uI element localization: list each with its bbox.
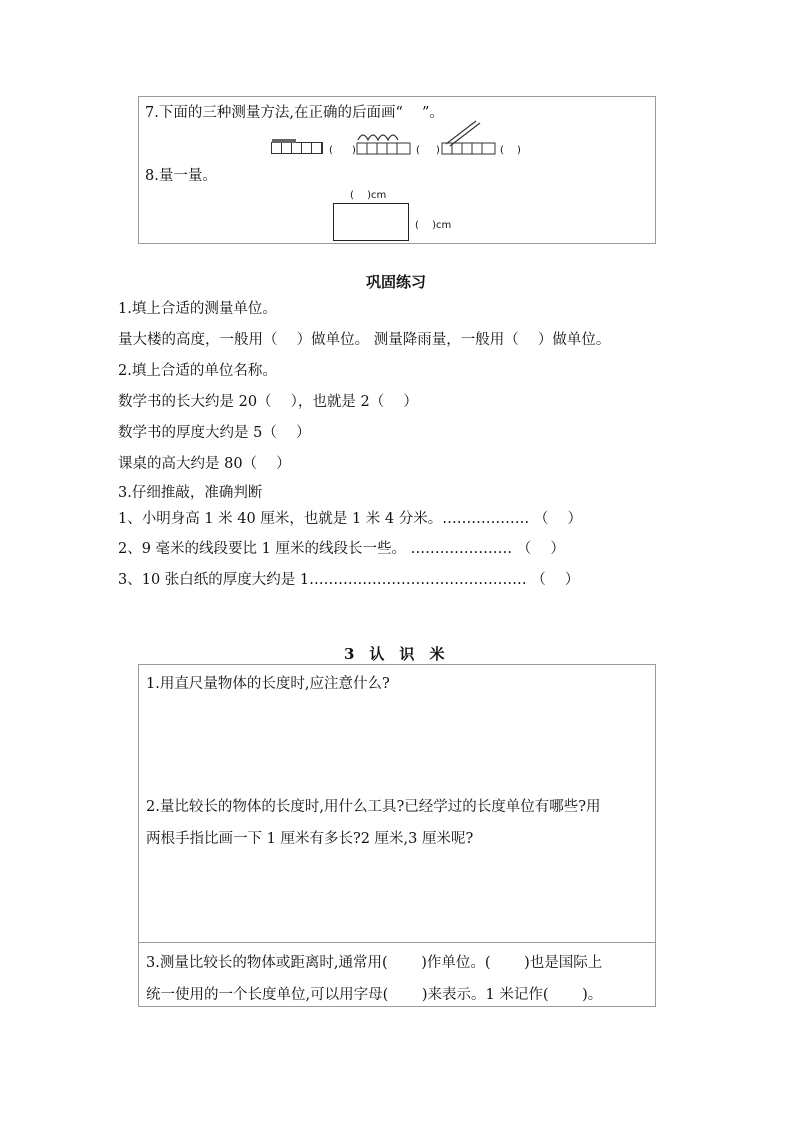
practice-line: 3、10 张白纸的厚度大约是 1……………………………………… （ ） [118,572,580,588]
answer-paren-open-2: ( [416,145,420,156]
section-title-meter: 3 认 识 米 [344,645,445,663]
cm-blank-right: ( )cm [415,220,452,231]
question-8: 8.量一量。 [145,168,217,184]
answer-paren-close-3: ) [517,145,521,156]
answer-paren-open-3: ( [500,145,504,156]
practice-line: 2.填上合适的单位名称。 [118,363,277,379]
practice-line: 3.仔细推敲，准确判断 [118,485,263,501]
practice-line: 1.填上合适的测量单位。 [118,301,277,317]
divider [139,942,655,943]
practice-line: 课桌的高大约是 80（ ） [118,456,291,472]
question-7: 7.下面的三种测量方法,在正确的后面画“ ”。 [145,105,444,121]
answer-paren-close-2: ) [436,145,440,156]
answer-paren-close-1: ) [352,145,356,156]
meter-question-3-line-2: 统一使用的一个长度单位,可以用字母( )来表示。1 米记作( )。 [146,987,603,1003]
measure-rectangle [333,203,409,241]
practice-line: 数学书的厚度大约是 5（ ） [118,425,311,441]
ruler-illustration-3-pencil [440,118,498,158]
practice-line: 数学书的长大约是 20（ ），也就是 2（ ） [118,394,418,410]
cm-blank-top: ( )cm [350,190,387,201]
meter-question-2-line-1: 2.量比较长的物体的长度时,用什么工具?已经学过的长度单位有哪些?用 [146,799,601,815]
meter-question-1: 1.用直尺量物体的长度时,应注意什么? [146,676,390,692]
ruler-illustration-2 [356,128,412,156]
practice-line: 1、小明身高 1 米 40 厘米，也就是 1 米 4 分米。……………… （ ） [118,511,582,527]
meter-question-2-line-2: 两根手指比画一下 1 厘米有多长?2 厘米,3 厘米呢? [146,831,474,847]
practice-line: 2、9 毫米的线段要比 1 厘米的线段长一些。 ………………… （ ） [118,541,565,557]
question-box-meter [138,664,656,1007]
section-title-practice: 巩固练习 [366,273,427,291]
practice-line: 量大楼的高度，一般用（ ）做单位。 测量降雨量，一般用（ ）做单位。 [118,332,611,348]
ruler-illustration-1 [271,142,323,154]
meter-question-3-line-1: 3.测量比较长的物体或距离时,通常用( )作单位。( )也是国际上 [146,955,603,971]
answer-paren-open-1: ( [329,145,333,156]
